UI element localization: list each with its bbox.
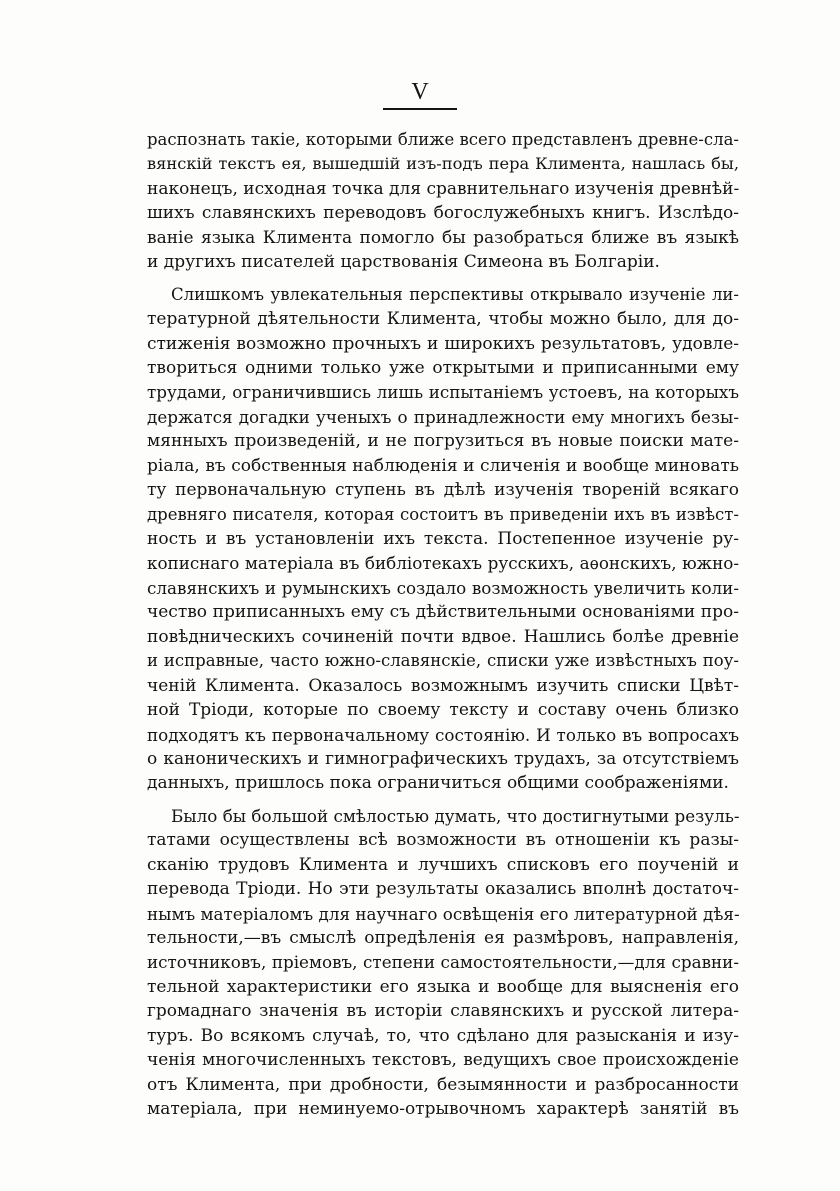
text-line: стиженія возможно прочныхъ и широкихъ результатовъ, удовле- bbox=[147, 333, 739, 354]
text-line: тературной дѣятельности Климента, чтобы можно было, для до- bbox=[147, 309, 739, 330]
text-line: источниковъ, пріемовъ, степени самостоятельности,—для сравни- bbox=[147, 952, 739, 973]
text-line: шихъ славянскихъ переводовъ богослужебныхъ книгъ. Изслѣдо- bbox=[147, 203, 739, 224]
page-number: V bbox=[383, 78, 456, 110]
text-line: громаднаго значенія въ исторіи славянскихъ и русской литера- bbox=[147, 1001, 739, 1022]
text-line: мянныхъ произведеній, и не погрузиться въ новые поиски мате- bbox=[147, 431, 739, 452]
text-line: ной Тріоди, которые по своему тексту и составу очень близко bbox=[147, 700, 739, 721]
text-line: туръ. Во всякомъ случаѣ, то, что сдѣлано для разысканія и изу- bbox=[147, 1025, 739, 1046]
text-line: ріала, въ собственныя наблюденія и сличенія и вообще миновать bbox=[147, 455, 739, 476]
text-line: нымъ матеріаломъ для научнаго освѣщенія его литературной дѣя- bbox=[147, 903, 740, 924]
text-line: распознать такіе, которыми ближе всего представленъ древне-сла- bbox=[147, 130, 739, 149]
text-line: тельной характеристики его языка и вообще для выясненія его bbox=[147, 976, 739, 997]
text-line: подходятъ къ первоначальному состоянію. И только въ вопросахъ bbox=[147, 724, 739, 745]
text-line: данныхъ, пришлось пока ограничиться общими соображеніями. bbox=[147, 773, 729, 794]
text-line: Было бы большой смѣлостью думать, что достигнутыми резуль- bbox=[171, 805, 740, 826]
text-line: отъ Климента, при дробности, безымянности и разбросанности bbox=[147, 1074, 739, 1095]
text-line: наконецъ, исходная точка для сравнительнаго изученія древнѣй- bbox=[147, 178, 740, 199]
text-line: держатся догадки ученыхъ о принадлежности ему многихъ безы- bbox=[147, 406, 739, 427]
text-line: и исправные, часто южно-славянскіе, списки уже извѣстныхъ поу- bbox=[147, 651, 739, 671]
text-line: татами осуществлены всѣ возможности въ отношеніи къ разы- bbox=[147, 830, 739, 851]
paragraph bbox=[147, 128, 739, 275]
text-line: древняго писателя, которая состоитъ въ приведеніи ихъ въ извѣст- bbox=[147, 504, 739, 524]
text-line: ность и въ установленіи ихъ текста. Постепенное изученіе ру- bbox=[147, 529, 739, 549]
text-line: твориться одними только уже открытыми и приписанными ему bbox=[147, 357, 739, 378]
text-line: Слишкомъ увлекательныя перспективы открывало изученіе ли- bbox=[171, 284, 739, 304]
text-line: ваніе языка Климента помогло бы разобраться ближе въ языкѣ bbox=[147, 227, 739, 248]
text-line: перевода Тріоди. Но эти результаты оказались вполнѣ достаточ- bbox=[147, 879, 739, 900]
text-line: тельности,—въ смыслѣ опредѣленія ея размѣровъ, направленія, bbox=[147, 928, 739, 948]
text-line: вянскій текстъ ея, вышедшій изъ-подъ пера Климента, нашлась бы, bbox=[147, 154, 739, 174]
text-line: кописнаго матеріала въ библіотекахъ русскихъ, аѳонскихъ, южно- bbox=[147, 553, 739, 574]
text-line: матеріала, при неминуемо-отрывочномъ характерѣ занятій въ bbox=[147, 1099, 739, 1120]
text-line: славянскихъ и румынскихъ создало возможность увеличить коли- bbox=[147, 577, 739, 598]
text-body bbox=[147, 128, 739, 1122]
page-header bbox=[0, 78, 840, 110]
paragraph bbox=[147, 804, 739, 1122]
text-line: трудами, ограничившись лишь испытаніемъ устоевъ, на которыхъ bbox=[147, 382, 739, 403]
text-line: чество приписанныхъ ему съ дѣйствительными основаніями про- bbox=[147, 602, 739, 623]
text-line: ченій Климента. Оказалось возможнымъ изучить списки Цвѣт- bbox=[147, 675, 739, 696]
text-line: ту первоначальную ступень въ дѣлѣ изученія твореній всякаго bbox=[147, 480, 739, 501]
text-line: повѣдническихъ сочиненій почти вдвое. Нашлись болѣе древніе bbox=[147, 626, 739, 647]
text-line: ченія многочисленныхъ текстовъ, ведущихъ свое происхожденіе bbox=[147, 1050, 739, 1071]
text-line: о каноническихъ и гимнографическихъ трудахъ, за отсутствіемъ bbox=[147, 748, 739, 769]
text-line: сканію трудовъ Климента и лучшихъ списковъ его поученій и bbox=[147, 854, 739, 875]
text-line: и другихъ писателей царствованія Симеона въ Болгаріи. bbox=[147, 252, 660, 273]
paragraph bbox=[147, 283, 739, 796]
